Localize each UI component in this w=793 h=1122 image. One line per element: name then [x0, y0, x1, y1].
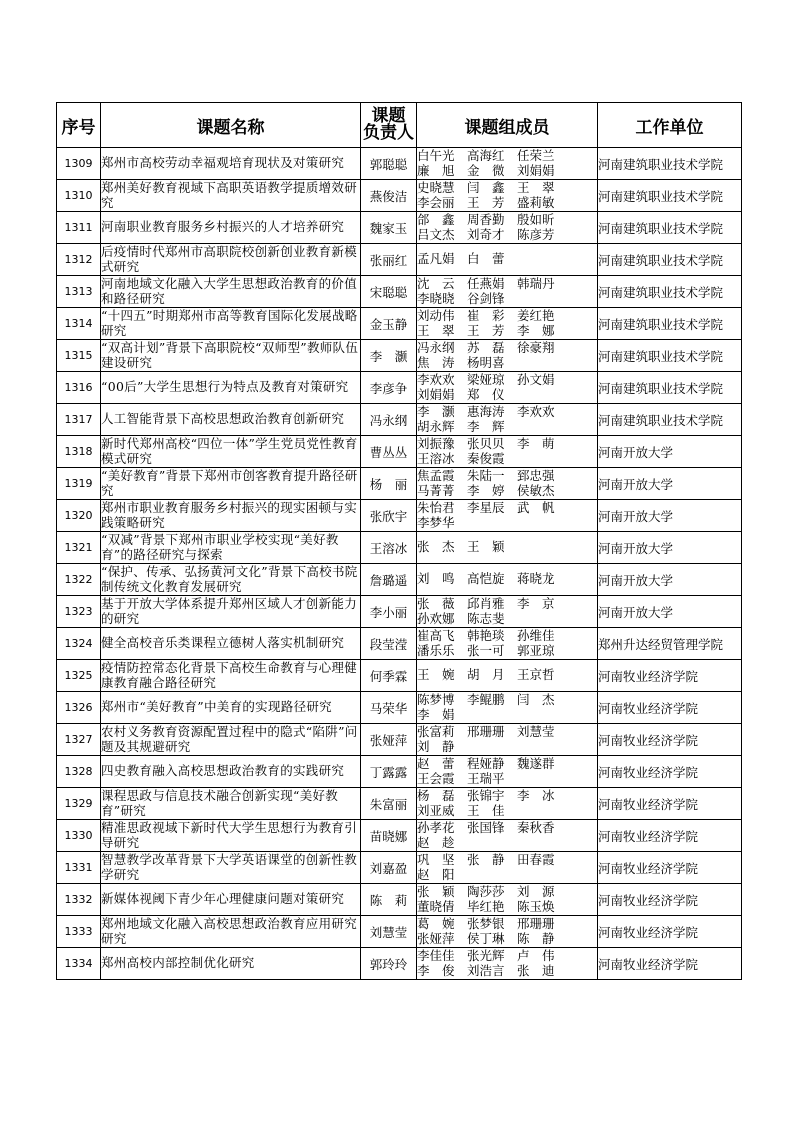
cell-seq: 1331 — [57, 852, 101, 884]
cell-org: 河南建筑职业技术学院 — [598, 244, 742, 276]
cell-leader: 丁露露 — [361, 756, 417, 788]
cell-org: 河南建筑职业技术学院 — [598, 340, 742, 372]
table-row — [57, 244, 742, 276]
cell-seq: 1317 — [57, 404, 101, 436]
cell-seq: 1324 — [57, 628, 101, 660]
cell-seq: 1319 — [57, 468, 101, 500]
cell-org: 河南建筑职业技术学院 — [598, 372, 742, 404]
cell-members: 葛 婉 张梦银 邢珊珊 张娅萍 侯丁琳 陈 静 — [417, 916, 598, 948]
cell-seq: 1311 — [57, 212, 101, 244]
table-row — [57, 916, 742, 948]
cell-leader: 马荣华 — [361, 692, 417, 724]
cell-leader: 李彦争 — [361, 372, 417, 404]
cell-leader: 詹璐遥 — [361, 564, 417, 596]
table-row — [57, 148, 742, 180]
table-row — [57, 308, 742, 340]
cell-org: 河南建筑职业技术学院 — [598, 148, 742, 180]
cell-title: 河南职业教育服务乡村振兴的人才培养研究 — [101, 212, 361, 244]
cell-leader: 陈 莉 — [361, 884, 417, 916]
cell-title: 四史教育融入高校思想政治教育的实践研究 — [101, 756, 361, 788]
cell-title: 郑州地域文化融入高校思想政治教育应用研究研究 — [101, 916, 361, 948]
cell-title: 郑州市职业教育服务乡村振兴的现实困顿与实践策略研究 — [101, 500, 361, 532]
cell-title: 后疫情时代郑州市高职院校创新创业教育新模式研究 — [101, 244, 361, 276]
cell-org: 河南建筑职业技术学院 — [598, 276, 742, 308]
cell-leader: 曹丛丛 — [361, 436, 417, 468]
cell-seq: 1323 — [57, 596, 101, 628]
cell-org: 河南开放大学 — [598, 500, 742, 532]
cell-seq: 1330 — [57, 820, 101, 852]
cell-seq: 1312 — [57, 244, 101, 276]
cell-members: 孙孝花 张国锋 秦秋香 赵 趁 — [417, 820, 598, 852]
cell-seq: 1314 — [57, 308, 101, 340]
cell-title: 精准思政视域下新时代大学生思想行为教育引导研究 — [101, 820, 361, 852]
cell-leader: 段莹滢 — [361, 628, 417, 660]
cell-title: “美好教育”背景下郑州市创客教育提升路径研究 — [101, 468, 361, 500]
table-row — [57, 692, 742, 724]
cell-members: 张富莉 邢珊珊 刘慧莹 刘 静 — [417, 724, 598, 756]
cell-title: 郑州高校内部控制优化研究 — [101, 948, 361, 980]
cell-seq: 1309 — [57, 148, 101, 180]
table-row — [57, 820, 742, 852]
cell-title: 郑州市“美好教育”中美育的实现路径研究 — [101, 692, 361, 724]
cell-members: 刘振豫 张贝贝 李 萌 王溶冰 秦俊霞 — [417, 436, 598, 468]
cell-members: 张 薇 邱肖雅 李 京 孙欢娜 陈志斐 — [417, 596, 598, 628]
cell-org: 河南牧业经济学院 — [598, 724, 742, 756]
table-row — [57, 436, 742, 468]
cell-members: 冯永纲 苏 磊 徐豪翔 焦 涛 杨明喜 — [417, 340, 598, 372]
cell-leader: 燕俊洁 — [361, 180, 417, 212]
cell-members: 史晓慧 闫 鑫 王 翠 李会丽 王 芳 盛莉敏 — [417, 180, 598, 212]
cell-leader: 王溶冰 — [361, 532, 417, 564]
cell-org: 河南建筑职业技术学院 — [598, 180, 742, 212]
cell-title: “十四五”时期郑州市高等教育国际化发展战略研究 — [101, 308, 361, 340]
cell-leader: 郭玲玲 — [361, 948, 417, 980]
cell-leader: 张丽红 — [361, 244, 417, 276]
cell-org: 河南开放大学 — [598, 468, 742, 500]
cell-seq: 1315 — [57, 340, 101, 372]
cell-title: 新媒体视阈下青少年心理健康问题对策研究 — [101, 884, 361, 916]
cell-title: 疫情防控常态化背景下高校生命教育与心理健康教育融合路径研究 — [101, 660, 361, 692]
cell-leader: 张娅萍 — [361, 724, 417, 756]
cell-org: 河南建筑职业技术学院 — [598, 308, 742, 340]
table-row — [57, 564, 742, 596]
header-leader: 课题 负责人 — [361, 103, 417, 148]
cell-leader: 郭聪聪 — [361, 148, 417, 180]
cell-members: 李 灏 惠海涛 李欢欢 胡永辉 李 辉 — [417, 404, 598, 436]
cell-leader: 魏家玉 — [361, 212, 417, 244]
table-row — [57, 948, 742, 980]
cell-title: “保护、传承、弘扬黄河文化”背景下高校书院制传统文化教育发展研究 — [101, 564, 361, 596]
cell-title: “00后”大学生思想行为特点及教育对策研究 — [101, 372, 361, 404]
cell-org: 河南牧业经济学院 — [598, 820, 742, 852]
cell-title: 农村义务教育资源配置过程中的隐式“陷阱”问题及其规避研究 — [101, 724, 361, 756]
cell-members: 王 婉 胡 月 王京哲 — [417, 660, 598, 692]
table-row — [57, 756, 742, 788]
cell-seq: 1326 — [57, 692, 101, 724]
cell-seq: 1327 — [57, 724, 101, 756]
cell-seq: 1333 — [57, 916, 101, 948]
table-row — [57, 884, 742, 916]
cell-org: 河南牧业经济学院 — [598, 692, 742, 724]
cell-title: 新时代郑州高校“四位一体”学生党员党性教育模式研究 — [101, 436, 361, 468]
cell-members: 沈 云 任燕娟 韩瑞丹 李晓晓 谷剑锋 — [417, 276, 598, 308]
cell-leader: 金玉静 — [361, 308, 417, 340]
cell-title: 健全高校音乐类课程立德树人落实机制研究 — [101, 628, 361, 660]
table-row — [57, 788, 742, 820]
cell-leader: 李小丽 — [361, 596, 417, 628]
header-row — [57, 103, 742, 148]
table-row — [57, 532, 742, 564]
cell-org: 河南建筑职业技术学院 — [598, 404, 742, 436]
cell-seq: 1316 — [57, 372, 101, 404]
cell-members: 白午光 高海红 任荣兰 廉 旭 金 微 刘娟娟 — [417, 148, 598, 180]
cell-title: 郑州美好教育视域下高职英语教学提质增效研究 — [101, 180, 361, 212]
table-row — [57, 180, 742, 212]
table-row — [57, 372, 742, 404]
cell-seq: 1321 — [57, 532, 101, 564]
topic-table — [56, 102, 742, 980]
cell-members: 崔高飞 韩艳琰 孙维佳 潘乐乐 张一可 郭亚琼 — [417, 628, 598, 660]
cell-title: 智慧教学改革背景下大学英语课堂的创新性教学研究 — [101, 852, 361, 884]
cell-org: 河南牧业经济学院 — [598, 916, 742, 948]
cell-org: 河南建筑职业技术学院 — [598, 212, 742, 244]
cell-org: 河南开放大学 — [598, 532, 742, 564]
cell-members: 焦孟霞 朱陆一 郅忠强 马菁菁 李 婷 侯敏杰 — [417, 468, 598, 500]
cell-seq: 1332 — [57, 884, 101, 916]
cell-seq: 1318 — [57, 436, 101, 468]
cell-title: “双减”背景下郑州市职业学校实现“美好教育”的路径研究与探索 — [101, 532, 361, 564]
table-row — [57, 468, 742, 500]
cell-org: 河南牧业经济学院 — [598, 852, 742, 884]
cell-members: 郃 鑫 周香勤 殷如昕 吕文杰 刘奇才 陈彦芳 — [417, 212, 598, 244]
cell-members: 李欢欢 梁娅琼 孙文娟 刘娟娟 郑 仪 — [417, 372, 598, 404]
cell-title: 基于开放大学体系提升郑州区域人才创新能力的研究 — [101, 596, 361, 628]
cell-seq: 1320 — [57, 500, 101, 532]
cell-members: 杨 磊 张锦宇 李 冰 刘亚威 王 佳 — [417, 788, 598, 820]
cell-org: 河南开放大学 — [598, 436, 742, 468]
cell-members: 李佳佳 张光辉 卢 伟 李 俊 刘浩言 张 迪 — [417, 948, 598, 980]
table-row — [57, 500, 742, 532]
table-row — [57, 340, 742, 372]
table-row — [57, 628, 742, 660]
cell-leader: 刘慧莹 — [361, 916, 417, 948]
cell-members: 陈梦博 李鲲鹏 闫 杰 李 娟 — [417, 692, 598, 724]
cell-org: 郑州升达经贸管理学院 — [598, 628, 742, 660]
cell-leader: 刘嘉盈 — [361, 852, 417, 884]
cell-members: 刘 鸣 高恺旋 蒋晓龙 — [417, 564, 598, 596]
cell-seq: 1329 — [57, 788, 101, 820]
table-row — [57, 724, 742, 756]
cell-leader: 杨 丽 — [361, 468, 417, 500]
cell-org: 河南牧业经济学院 — [598, 884, 742, 916]
table-row — [57, 404, 742, 436]
cell-members: 赵 蕾 程娅静 魏遂群 王会霞 王瑞平 — [417, 756, 598, 788]
cell-title: 郑州市高校劳动幸福观培育现状及对策研究 — [101, 148, 361, 180]
table-row — [57, 276, 742, 308]
cell-leader: 李 灏 — [361, 340, 417, 372]
cell-seq: 1325 — [57, 660, 101, 692]
cell-seq: 1322 — [57, 564, 101, 596]
header-org: 工作单位 — [598, 103, 742, 148]
cell-members: 张 杰 王 颖 — [417, 532, 598, 564]
cell-leader: 宋聪聪 — [361, 276, 417, 308]
cell-org: 河南牧业经济学院 — [598, 948, 742, 980]
cell-leader: 冯永纲 — [361, 404, 417, 436]
cell-title: 河南地域文化融入大学生思想政治教育的价值和路径研究 — [101, 276, 361, 308]
cell-leader: 张欣宇 — [361, 500, 417, 532]
cell-members: 巩 坚 张 静 田春霞 赵 阳 — [417, 852, 598, 884]
cell-seq: 1313 — [57, 276, 101, 308]
cell-members: 张 颖 陶莎莎 刘 源 董晓倩 毕红艳 陈玉焕 — [417, 884, 598, 916]
cell-title: 人工智能背景下高校思想政治教育创新研究 — [101, 404, 361, 436]
cell-org: 河南牧业经济学院 — [598, 756, 742, 788]
cell-org: 河南开放大学 — [598, 596, 742, 628]
cell-seq: 1310 — [57, 180, 101, 212]
header-members: 课题组成员 — [417, 103, 598, 148]
cell-members: 孟凡娟 白 蕾 — [417, 244, 598, 276]
cell-seq: 1328 — [57, 756, 101, 788]
cell-title: 课程思政与信息技术融合创新实现“美好教育”研究 — [101, 788, 361, 820]
table-row — [57, 596, 742, 628]
header-seq: 序号 — [57, 103, 101, 148]
header-title: 课题名称 — [101, 103, 361, 148]
table-row — [57, 852, 742, 884]
cell-leader: 朱富丽 — [361, 788, 417, 820]
cell-org: 河南牧业经济学院 — [598, 660, 742, 692]
cell-leader: 苗晓娜 — [361, 820, 417, 852]
cell-seq: 1334 — [57, 948, 101, 980]
cell-members: 刘动伟 崔 彩 姜红艳 王 翠 王 芳 李 娜 — [417, 308, 598, 340]
cell-leader: 何季霖 — [361, 660, 417, 692]
cell-org: 河南开放大学 — [598, 564, 742, 596]
table-row — [57, 660, 742, 692]
table-row — [57, 212, 742, 244]
cell-org: 河南牧业经济学院 — [598, 788, 742, 820]
cell-title: “双高计划”背景下高职院校“双师型”教师队伍建设研究 — [101, 340, 361, 372]
cell-members: 朱怡君 李星辰 武 帆 李梦华 — [417, 500, 598, 532]
